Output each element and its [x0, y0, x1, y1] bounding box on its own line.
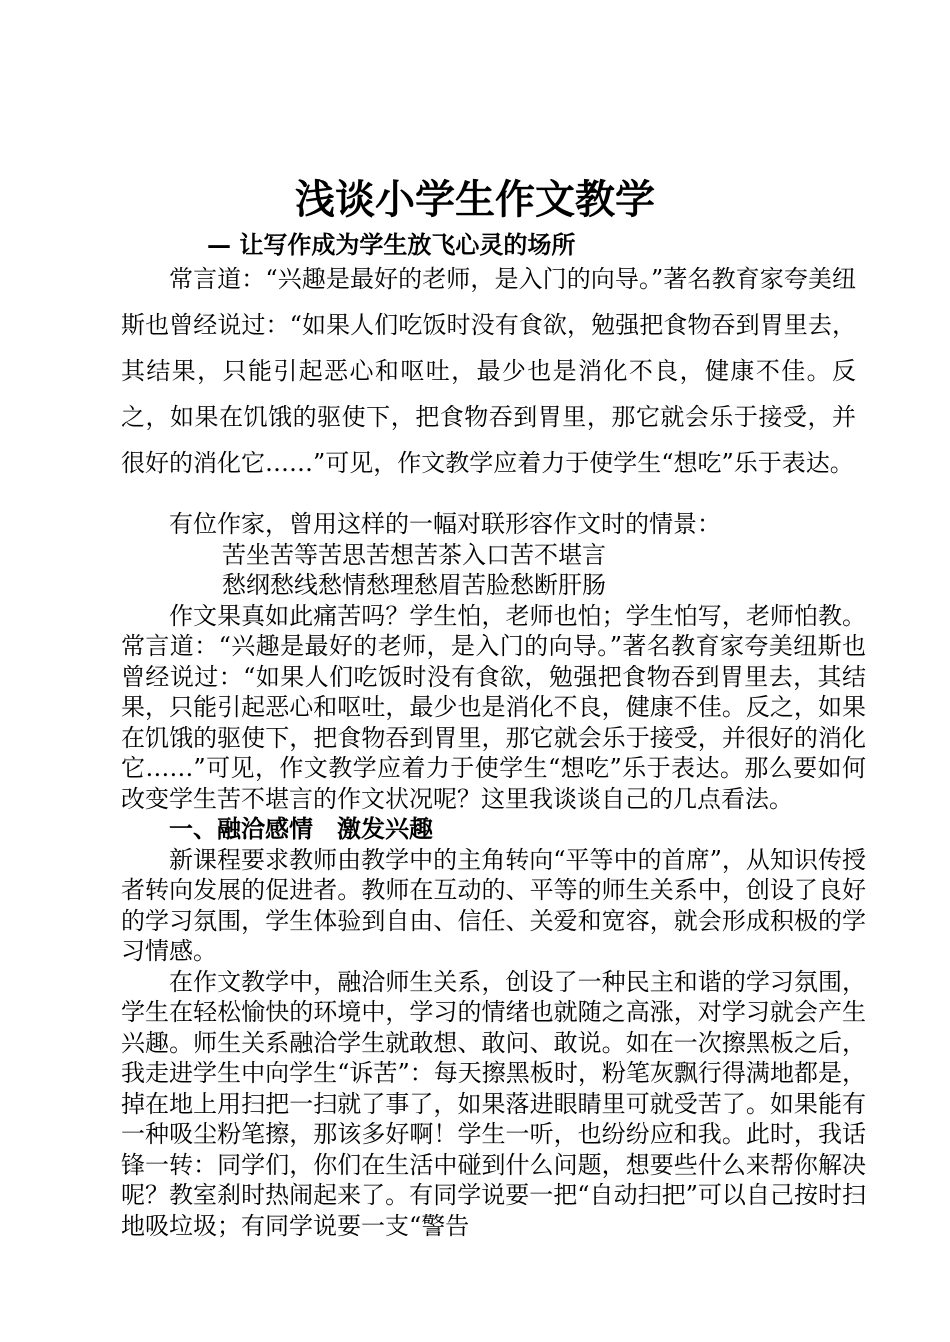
section-1-heading: 一、融洽感情 激发兴趣 — [169, 814, 433, 843]
document-subtitle: — 让写作成为学生放飞心灵的场所 — [207, 230, 576, 259]
body-text — [121, 509, 866, 1241]
document-title: 浅谈小学生作文教学 — [295, 176, 655, 223]
couplet-line-1: 苦坐苦等苦思苦想苦茶入口苦不堪言 — [222, 540, 606, 569]
section-1-paragraph-2: 在作文教学中，融洽师生关系，创设了一种民主和谐的学习氛围，学生在轻松愉快的环境中，学习的情绪也就随之高涨，对学习就会产生兴趣。师生关系融洽学生就敢想、敢问、敢说。如在一次擦黑板之后，我走进学生中向学生“诉苦”：每天擦黑板时，粉笔灰飘行得满地都是，掉在地上用扫把一扫就了事了，如果落进眼睛里可就受苦了。如果能有一种吸尘粉笔擦，那该多好啊！学生一听，也纷纷应和我。此时，我话锋一转：同学们，你们在生活中碰到什么问题，想要些什么来帮你解决呢？教室刹时热闹起来了。有同学说要一把“自动扫把”可以自己按时扫地吸垃圾；有同学说要一支“警告 — [121, 967, 866, 1240]
repeat-paragraph: 作文果真如此痛苦吗？学生怕，老师也怕；学生怕写，老师怕教。常言道：“兴趣是最好的老师，是入门的向导。”著名教育家夸美纽斯也曾经说过：“如果人们吃饭时没有食欲，勉强把食物吞到胃里去，其结果，只能引起恶心和呕吐，最少也是消化不良，健康不佳。反之，如果在饥饿的驱使下，把食物吞到胃里，那它就会乐于接受，并很好的消化它……”可见，作文教学应着力于使学生“想吃”乐于表达。那么要如何改变学生苦不堪言的作文状况呢？这里我谈谈自己的几点看法。 — [121, 601, 866, 813]
intro-paragraph: 常言道：“兴趣是最好的老师，是入门的向导。”著名教育家夸美纽斯也曾经说过：“如果人们吃饭时没有食欲，勉强把食物吞到胃里去，其结果，只能引起恶心和呕吐，最少也是消化不良，健康不佳。反之，如果在饥饿的驱使下，把食物吞到胃里，那它就会乐于接受，并很好的消化它……”可见，作文教学应着力于使学生“想吃”乐于表达。 — [121, 265, 856, 477]
section-1-paragraph-1: 新课程要求教师由教学中的主角转向“平等中的首席”，从知识传授者转向发展的促进者。教师在互动的、平等的师生关系中，创设了良好的学习氛围，学生体验到自由、信任、关爱和宽容，就会形成积极的学习情感。 — [121, 845, 866, 965]
couplet-intro-paragraph: 有位作家，曾用这样的一幅对联形容作文时的情景： — [169, 510, 721, 538]
couplet-line-2: 愁纲愁线愁情愁理愁眉苦脸愁断肝肠 — [222, 571, 606, 599]
